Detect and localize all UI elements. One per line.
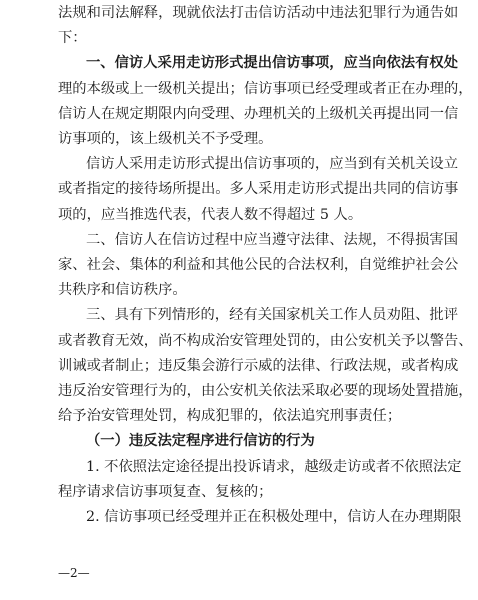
heading-line: （一）违反法定程序进行信访的行为	[86, 433, 315, 450]
text-line: 法规和司法解释，现就依法打击信访活动中违法犯罪行为通告如	[58, 5, 459, 21]
text-line: 给予治安管理处罚，构成犯罪的，依法追究刑事责任；	[58, 408, 402, 425]
text-line: 家、社会、集体的利益和其他公民的合法权利，自觉维护社会公	[58, 257, 459, 273]
text-line: 信访人在规定期限内向受理、办理机关的上级机关再提出同一信	[58, 105, 459, 122]
text-line: 共秩序和信访秩序。	[58, 282, 187, 299]
text-line: 理的本级或上一级机关提出；信访事项已经受理或者正在办理的，	[58, 80, 473, 97]
text-line: 或者教育无效，尚不构成治安管理处罚的，由公安机关予以警告、	[58, 332, 473, 349]
text-line: 三、具有下列情形的，经有关国家机关工作人员劝阻、批评	[86, 307, 458, 324]
text-line: 程序请求信访事项复查、复核的；	[58, 483, 273, 500]
heading-line: 一、信访人采用走访形式提出信访事项，应当向依法有权处	[86, 55, 458, 72]
text-line: 信访人采用走访形式提出信访事项的，应当到有关机关设立	[86, 156, 458, 173]
text-line: 训诫或者制止；违反集会游行示威的法律、行政法规，或者构成	[58, 357, 459, 374]
text-line: 2. 信访事项已经受理并正在积极处理中，信访人在办理期限	[86, 509, 462, 525]
text-line: 下：	[58, 30, 87, 47]
text-line: 违反治安管理行为的，由公安机关依法采取必要的现场处置措施，	[58, 383, 473, 399]
text-line: 1. 不依照法定途径提出投诉请求，越级走访或者不依照法定	[86, 458, 462, 475]
text-line: 项的，应当推选代表，代表人数不得超过 5 人。	[58, 206, 363, 223]
page-number: —2—	[58, 566, 90, 580]
text-line: 或者指定的接待场所提出。多人采用走访形式提出共同的信访事	[58, 181, 459, 198]
text-line: 二、信访人在信访过程中应当遵守法律、法规，不得损害国	[86, 231, 458, 248]
text-line: 访事项的，该上级机关不予受理。	[58, 131, 273, 147]
